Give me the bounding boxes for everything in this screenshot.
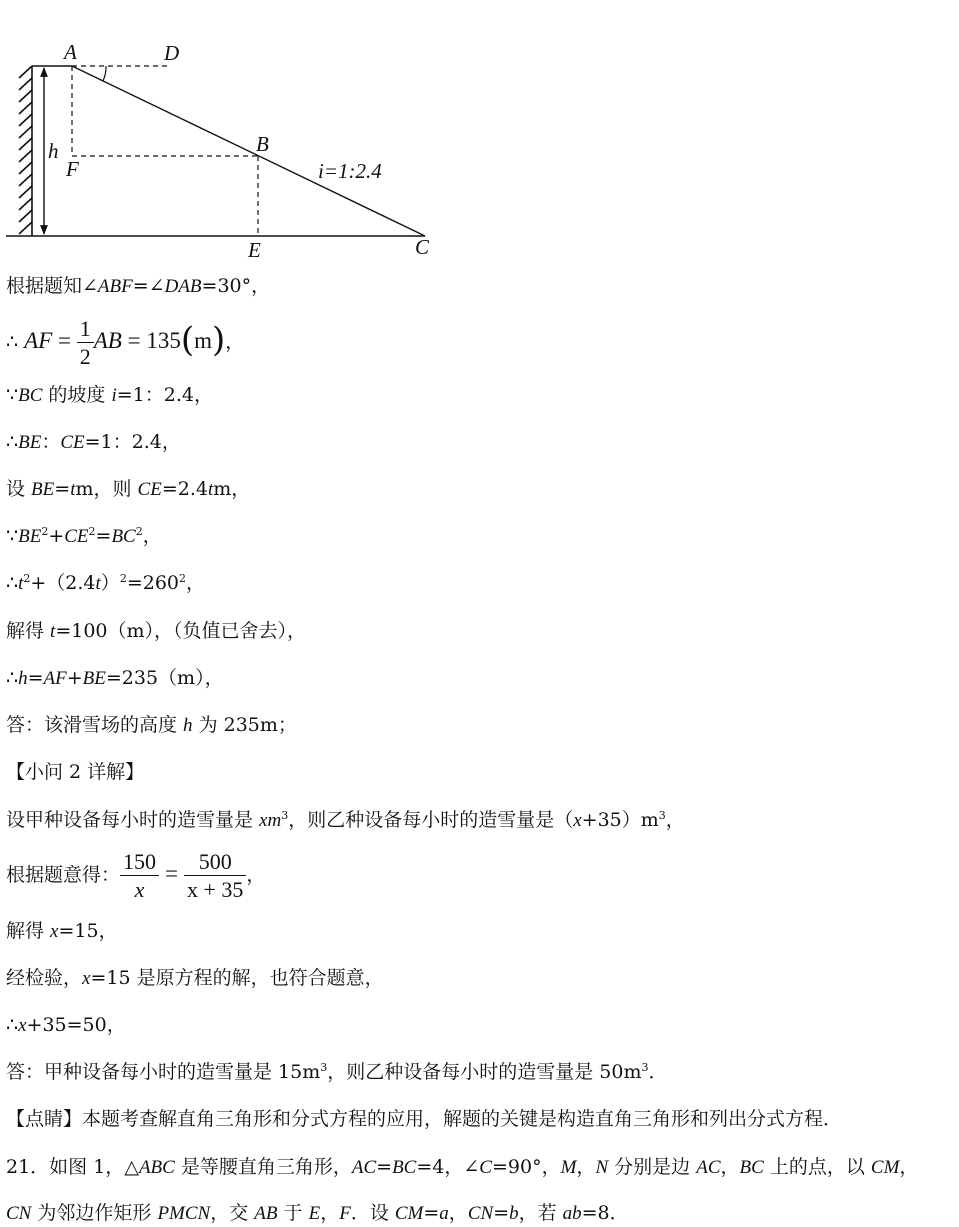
line-key-point: 【点睛】本题考查解直角三角形和分式方程的应用，解题的关键是构造直角三角形和列出分式方程． <box>6 1108 843 1130</box>
line-set-x: 设甲种设备每小时的造雪量是 $xm^3$，则乙种设备每小时的造雪量是$(x+35)m^3$， <box>6 809 685 831</box>
line-angle-equality: 根据题知∠ABF=∠DAB=30°， <box>6 275 271 297</box>
line-equation-t: $\therefore t^2+(2.4t)^2=260^2$， <box>6 572 206 594</box>
line-h-value: ∴h=AF+BE=235（m）， <box>6 667 224 689</box>
wall-hatching <box>19 66 32 236</box>
line-solve-t: 解得 t=100（m），（负值已舍去）， <box>6 620 307 642</box>
label-c: C <box>415 235 430 259</box>
line-check: 经检验，x=15 是原方程的解，也符合题意， <box>6 967 384 989</box>
label-a: A <box>64 40 77 64</box>
line-answer-2: 答：甲种设备每小时的造雪量是 $15m^3$，则乙种设备每小时的造雪量是 $50m^3$． <box>6 1061 668 1083</box>
angle-arc <box>103 66 106 81</box>
fraction-one-half: $\frac{1}{2}$ <box>77 316 94 371</box>
slope-line-ac <box>72 66 425 236</box>
line-pythagoras: $\because BE^2+CE^2=BC^2$， <box>6 525 162 547</box>
slope-ratio-label: i=1:2.4 <box>318 159 382 183</box>
line-be-ce-ratio: ∴BE：CE=1：2.4， <box>6 431 181 453</box>
line-answer-1: 答：该滑雪场的高度 h 为 235m； <box>6 714 297 736</box>
label-h: h <box>48 139 59 163</box>
fraction-500-over-x35: $\frac{500}{x + 35}$ <box>184 849 246 904</box>
label-b: B <box>256 132 269 156</box>
line-solve-x: 解得 x=15， <box>6 920 118 942</box>
line-fraction-equation: 根据题意得： $\frac{150}{x}$ = $\frac{500}{x + 35}$ ， <box>6 848 266 902</box>
label-e: E <box>248 238 261 262</box>
line-af-fraction: ∴ AF = $\frac{1}{2}$ AB = 135(m)， <box>6 315 245 369</box>
section-heading-q2: 【小问 2 详解】 <box>6 761 145 783</box>
dashed-guides <box>72 66 258 236</box>
fraction-150-over-x: $\frac{150}{x}$ <box>120 849 159 904</box>
line-problem-21-b: CN 为邻边作矩形 PMCN，交 AB 于 E，F．设 CM=a，CN=b，若 ab=8． <box>6 1202 629 1224</box>
slope-diagram <box>0 38 440 263</box>
line-problem-21-a: 21．如图 1，△ABC 是等腰直角三角形，AC=BC=4，∠C=90°，M，N 分别是边 AC，BC 上的点，以 CM， <box>6 1156 919 1178</box>
line-slope-bc: ∵BC 的坡度 i=1：2.4， <box>6 384 213 406</box>
label-f: F <box>66 157 79 181</box>
line-set-be: 设 BE=tm，则 CE=2.4tm， <box>6 478 251 500</box>
line-x-plus-35: ∴x+35=50， <box>6 1014 126 1036</box>
label-d: D <box>164 41 180 65</box>
